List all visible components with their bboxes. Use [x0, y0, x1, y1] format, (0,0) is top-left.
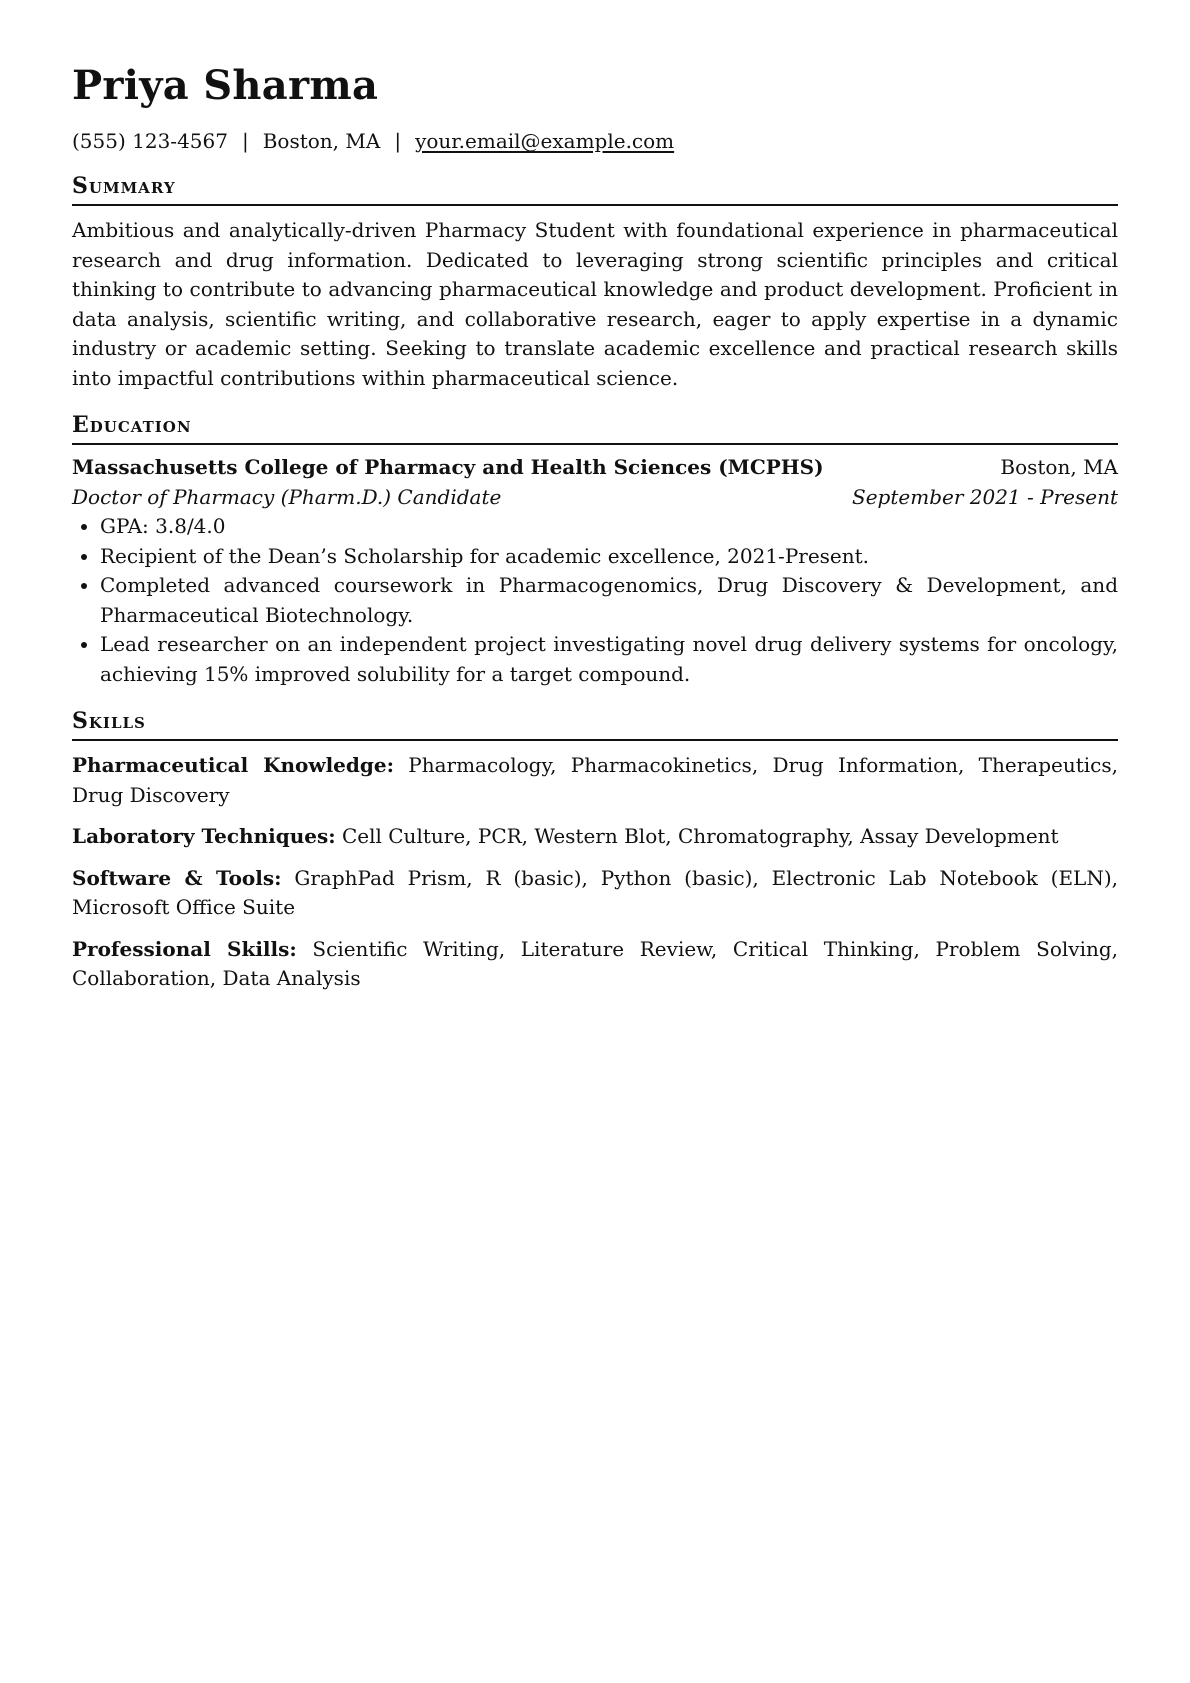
skill-row: [72, 864, 1118, 923]
list-item: • Recipient of the Dean’s Scholarship for academic excellence, 2021-Present.: [100, 542, 1118, 572]
education-degree-row: [72, 483, 1118, 513]
school-name: Massachusetts College of Pharmacy and Health Sciences (MCPHS): [72, 455, 824, 479]
education-dates: September 2021 - Present: [852, 484, 1118, 509]
skill-list: Cell Culture, PCR, Western Blot, Chromatography, Assay Development: [341, 824, 1059, 848]
list-item: • Completed advanced coursework in Pharmacogenomics, Drug Discovery & Development, and Pharmaceutical Biotechnology.: [100, 571, 1118, 630]
location: Boston, MA: [262, 129, 381, 153]
list-item: • GPA: 3.8/4.0: [100, 512, 1118, 542]
section-title-skills: Skills: [72, 707, 1118, 741]
skill-list: Scientific Writing, Literature Review, Critical Thinking, Problem Solving, Collaboration, Data Analysis: [72, 936, 1119, 990]
contact-separator: |: [241, 129, 249, 153]
education-bullets: [72, 512, 1118, 689]
section-title-summary: Summary: [72, 172, 1118, 206]
contact-line: [72, 128, 1118, 154]
section-title-education: Education: [72, 411, 1118, 445]
degree: Doctor of Pharmacy (Pharm.D.) Candidate: [72, 484, 502, 509]
phone-number: (555) 123-4567: [72, 129, 228, 153]
skill-list: GraphPad Prism, R (basic), Python (basic), Electronic Lab Notebook (ELN), Microsoft Office Suite: [72, 865, 1118, 919]
summary-text: Ambitious and analytically-driven Pharmacy Student with foundational experience in pharmaceutical research and drug information. Dedicated to leveraging strong scientific principles and critical thinking to contribute to advancing pharmaceutical knowledge and product development. Proficient in data analysis, scientific writing, and collaborative research, eager to apply expertise in a dynamic industry or academic setting. Seeking to translate academic excellence and practical research skills into impactful contributions within pharmaceutical science.: [72, 218, 1118, 390]
skills-section: [72, 707, 1118, 994]
skill-row: [72, 935, 1118, 994]
education-section: [72, 411, 1118, 689]
education-header-row: [72, 453, 1118, 483]
skill-row: [72, 751, 1118, 810]
list-item: • Lead researcher on an independent project investigating novel drug delivery systems for oncology, achieving 15% improved solubility for a target compound.: [100, 630, 1118, 689]
contact-separator: |: [394, 129, 402, 153]
skill-row: [72, 822, 1118, 852]
skill-list: Pharmacology, Pharmacokinetics, Drug Information, Therapeutics, Drug Discovery: [72, 753, 1118, 807]
skill-category: Professional Skills:: [72, 936, 297, 961]
summary-section: [72, 172, 1118, 393]
school-location: Boston, MA: [1000, 455, 1118, 479]
candidate-name: Priya Sharma: [72, 62, 379, 109]
skill-category: Software & Tools:: [72, 865, 282, 890]
skill-category: Laboratory Techniques:: [72, 824, 336, 848]
skill-category: Pharmaceutical Knowledge:: [72, 753, 394, 777]
email-link[interactable]: your.email@example.com: [415, 129, 675, 153]
